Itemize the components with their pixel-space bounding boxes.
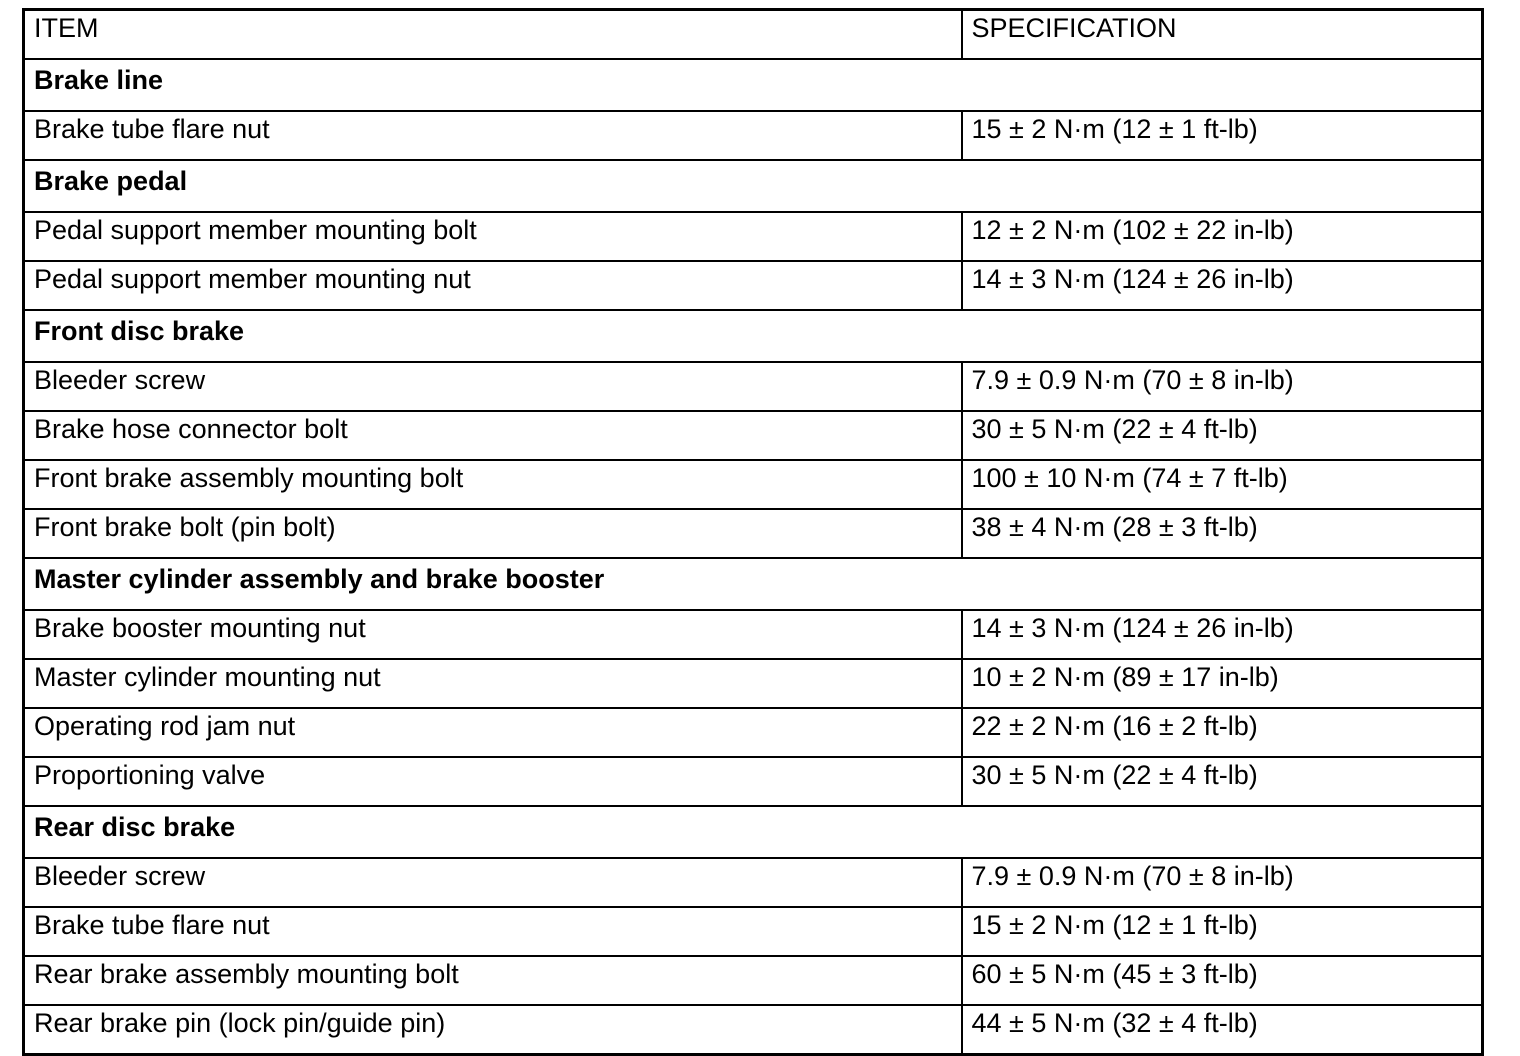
spec-cell: 22 ± 2 N·m (16 ± 2 ft-lb) [962, 708, 1483, 757]
table-row [24, 659, 1483, 708]
table-row [24, 460, 1483, 509]
table-row [24, 1005, 1483, 1055]
spec-cell: 30 ± 5 N·m (22 ± 4 ft-lb) [962, 411, 1483, 460]
section-row [24, 310, 1483, 362]
section-title: Master cylinder assembly and brake booster [24, 558, 1483, 610]
section-row [24, 806, 1483, 858]
item-cell: Brake tube flare nut [24, 111, 962, 160]
table-row [24, 212, 1483, 261]
spec-cell: 44 ± 5 N·m (32 ± 4 ft-lb) [962, 1005, 1483, 1055]
item-cell: Bleeder screw [24, 858, 962, 907]
item-cell: Brake tube flare nut [24, 907, 962, 956]
item-cell: Brake booster mounting nut [24, 610, 962, 659]
table-row [24, 708, 1483, 757]
table-row [24, 111, 1483, 160]
item-cell: Rear brake assembly mounting bolt [24, 956, 962, 1005]
table-header-row [24, 10, 1483, 60]
section-row [24, 160, 1483, 212]
header-item: ITEM [24, 10, 962, 60]
table-row [24, 858, 1483, 907]
spec-cell: 10 ± 2 N·m (89 ± 17 in-lb) [962, 659, 1483, 708]
spec-cell: 14 ± 3 N·m (124 ± 26 in-lb) [962, 610, 1483, 659]
table-row [24, 956, 1483, 1005]
spec-cell: 7.9 ± 0.9 N·m (70 ± 8 in-lb) [962, 858, 1483, 907]
item-cell: Front brake bolt (pin bolt) [24, 509, 962, 558]
item-cell: Rear brake pin (lock pin/guide pin) [24, 1005, 962, 1055]
torque-spec-table [22, 8, 1484, 1056]
header-specification: SPECIFICATION [962, 10, 1483, 60]
item-cell: Master cylinder mounting nut [24, 659, 962, 708]
spec-cell: 38 ± 4 N·m (28 ± 3 ft-lb) [962, 509, 1483, 558]
table-row [24, 757, 1483, 806]
item-cell: Proportioning valve [24, 757, 962, 806]
table-row [24, 411, 1483, 460]
spec-cell: 12 ± 2 N·m (102 ± 22 in-lb) [962, 212, 1483, 261]
section-title: Front disc brake [24, 310, 1483, 362]
item-cell: Brake hose connector bolt [24, 411, 962, 460]
table-row [24, 261, 1483, 310]
spec-cell: 14 ± 3 N·m (124 ± 26 in-lb) [962, 261, 1483, 310]
table-row [24, 509, 1483, 558]
spec-cell: 7.9 ± 0.9 N·m (70 ± 8 in-lb) [962, 362, 1483, 411]
spec-cell: 100 ± 10 N·m (74 ± 7 ft-lb) [962, 460, 1483, 509]
item-cell: Bleeder screw [24, 362, 962, 411]
spec-cell: 60 ± 5 N·m (45 ± 3 ft-lb) [962, 956, 1483, 1005]
section-title: Brake pedal [24, 160, 1483, 212]
section-row [24, 59, 1483, 111]
table-row [24, 362, 1483, 411]
section-title: Brake line [24, 59, 1483, 111]
table-row [24, 610, 1483, 659]
table-body [24, 10, 1483, 1055]
item-cell: Front brake assembly mounting bolt [24, 460, 962, 509]
item-cell: Pedal support member mounting nut [24, 261, 962, 310]
spec-cell: 15 ± 2 N·m (12 ± 1 ft-lb) [962, 111, 1483, 160]
section-title: Rear disc brake [24, 806, 1483, 858]
spec-cell: 30 ± 5 N·m (22 ± 4 ft-lb) [962, 757, 1483, 806]
spec-cell: 15 ± 2 N·m (12 ± 1 ft-lb) [962, 907, 1483, 956]
item-cell: Pedal support member mounting bolt [24, 212, 962, 261]
section-row [24, 558, 1483, 610]
item-cell: Operating rod jam nut [24, 708, 962, 757]
table-row [24, 907, 1483, 956]
